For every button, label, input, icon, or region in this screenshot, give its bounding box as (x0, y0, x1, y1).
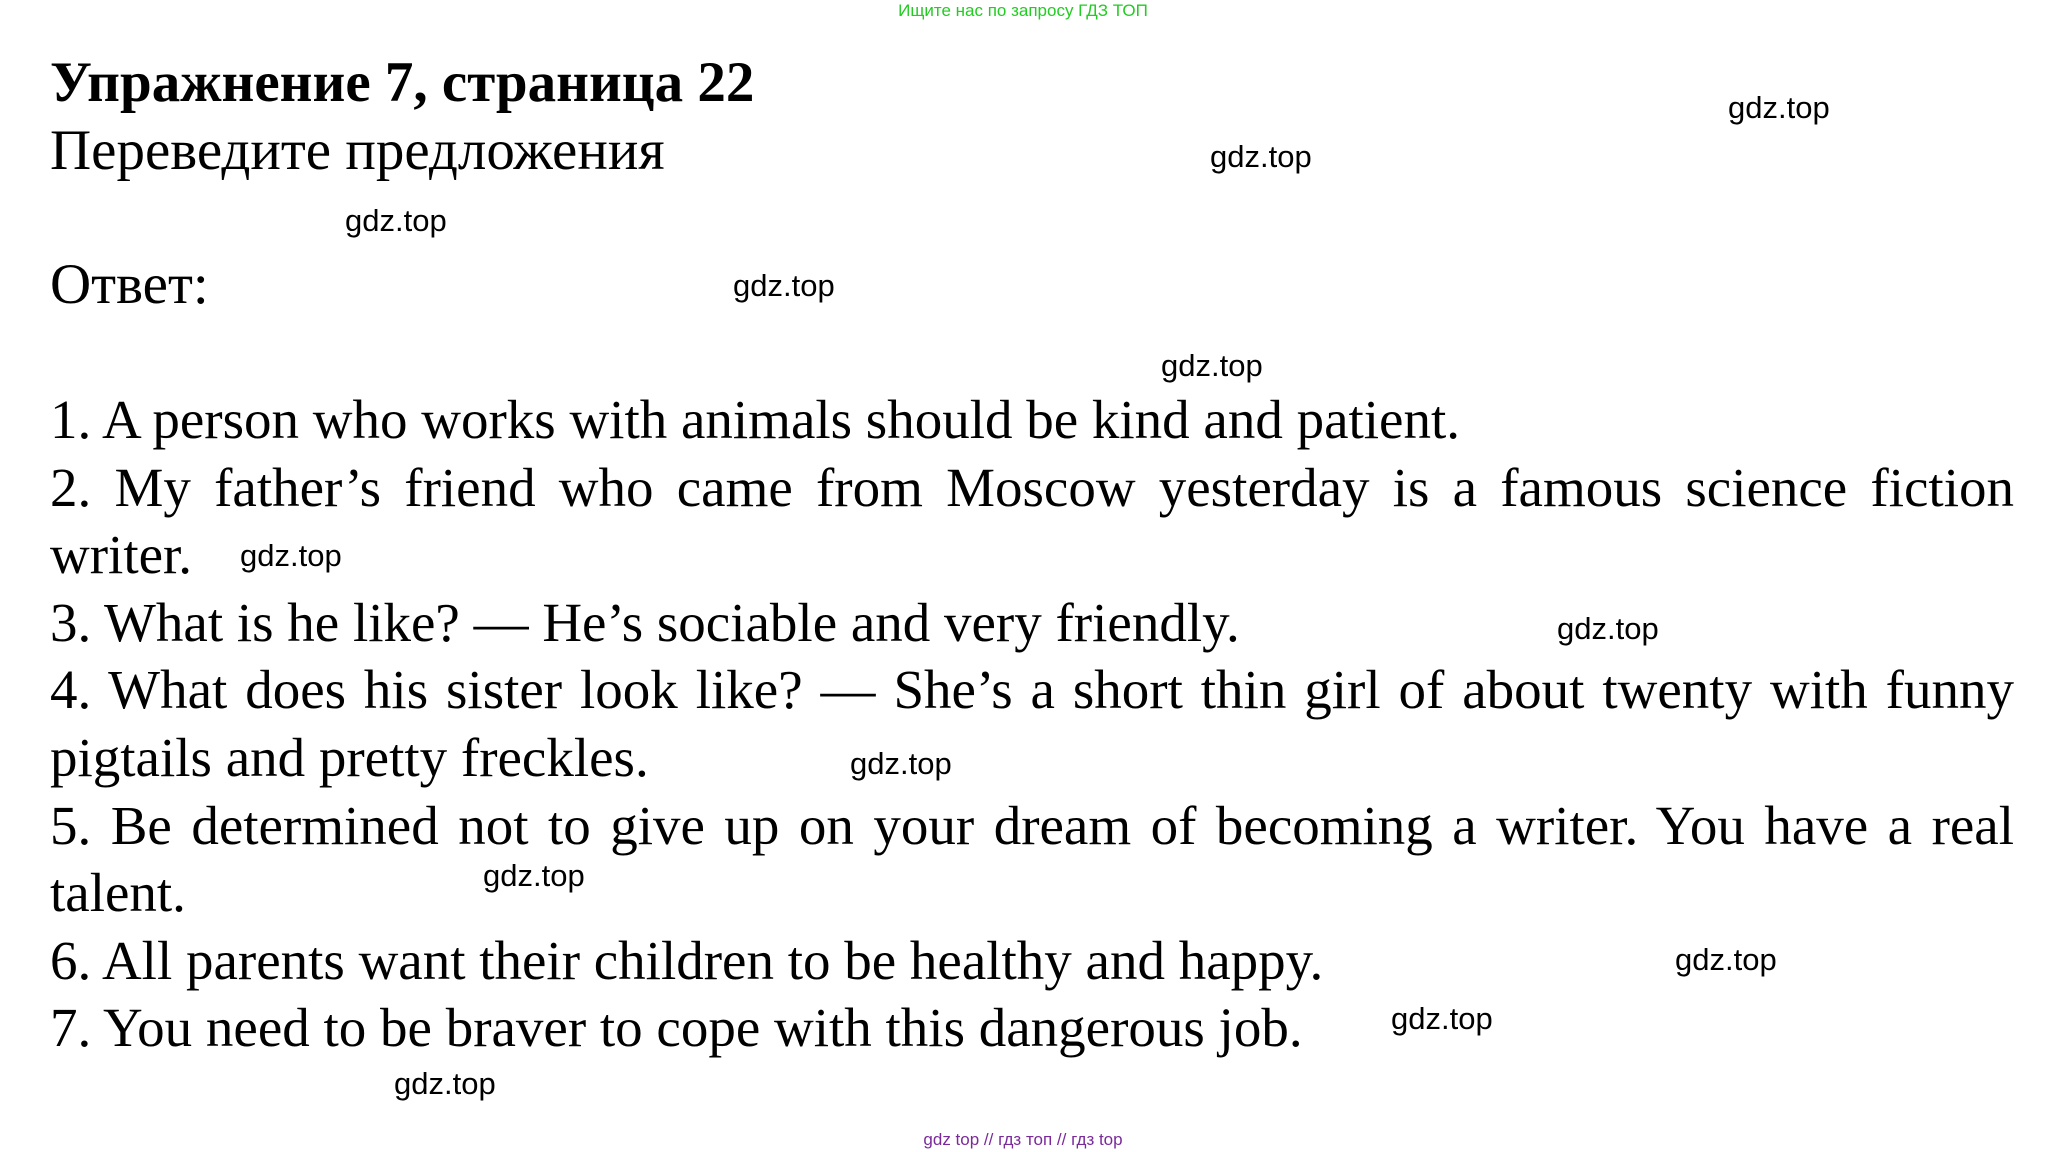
answer-item: 3. What is he like? — He’s sociable and very friendly. (50, 591, 1240, 653)
answer-item: 2. My father’s friend who came from Moscow yesterday is a famous science fiction writer. (50, 456, 2014, 586)
answer-item: 7. You need to be braver to cope with this dangerous job. (50, 997, 1303, 1059)
page-title: Упражнение 7, страница 22 (50, 51, 755, 114)
answer-item: 6. All parents want their children to be healthy and happy. (50, 929, 1324, 991)
watermark: gdz.top (1557, 611, 1659, 646)
answer-item: 4. What does his sister look like? — She’s a short thin girl of about twenty with funny pigtails and pretty freckles. (50, 659, 2014, 788)
watermark: gdz.top (1728, 90, 1830, 125)
watermark: gdz.top (240, 538, 342, 573)
watermark: gdz.top (1161, 348, 1263, 383)
task-instruction: Переведите предложения (50, 119, 665, 182)
watermark: gdz.top (1675, 942, 1777, 977)
watermark: gdz.top (1210, 139, 1312, 174)
answer-label: Ответ: (50, 253, 209, 316)
watermark: gdz.top (483, 858, 585, 893)
watermark: gdz.top (733, 268, 835, 303)
answer-item: 1. A person who works with animals should be kind and patient. (50, 389, 1460, 450)
bottom-banner: gdz top // гдз топ // гдз top (923, 1130, 1123, 1149)
answer-item: 5. Be determined not to give up on your dream of becoming a writer. You have a real talent. (50, 794, 2014, 924)
watermark: gdz.top (850, 746, 952, 781)
watermark: gdz.top (394, 1066, 496, 1101)
watermark: gdz.top (345, 203, 447, 238)
top-banner: Ищите нас по запросу ГДЗ ТОП (898, 1, 1148, 20)
watermark: gdz.top (1391, 1001, 1493, 1036)
